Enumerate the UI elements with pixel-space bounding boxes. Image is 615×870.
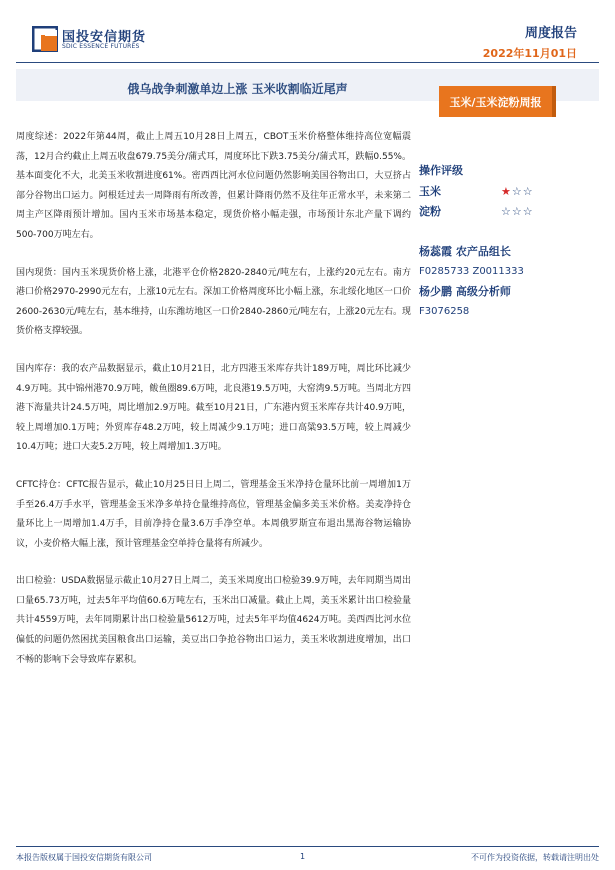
rating-name: 玉米 — [419, 185, 441, 198]
report-body — [16, 128, 411, 670]
report-category-tag — [439, 86, 556, 117]
sdic-logo-icon — [32, 26, 58, 52]
rating-stars — [501, 202, 534, 222]
paragraph-export-inspection: 出口检验：USDA数据显示截止10月27日上周二，美玉米周度出口检验39.9万吨，去年同期当周出口量65.73万吨，过去5年平均值60.6万吨左右，玉米出口减量。截止上周，美玉米累计出口检验量共计4559万吨，去年同期累计出口检验量5612万吨，过去5年平均值4624万吨。美西西比河水位偏低的问题仍然困扰美国粮食出口运输，美豆出口争抢谷物出口运力，美玉米收割进度增加，出口不畅的影响下会导致库存累积。 — [16, 576, 411, 665]
brand-name: 国投安信期货 — [62, 30, 147, 45]
analyst-id-1: F0285733 Z0011333 — [419, 266, 524, 277]
rating-stars — [501, 182, 534, 202]
rating-row-starch — [419, 202, 599, 222]
analyst-name-1: 杨蕊霞 农产品组长 — [419, 245, 511, 258]
rating-row-corn — [419, 182, 599, 202]
analyst-id-2: F3076258 — [419, 306, 470, 317]
footer-copyright: 本报告版权属于国投安信期货有限公司 — [16, 853, 152, 862]
paragraph-cftc-positions: CFTC持仓：CFTC报告显示，截止10月25日日上周二，管理基金玉米净持仓量环比前一周增加1万手至26.4万手水平，管理基金玉米净多单持仓量维持高位，管理基金偏多美玉米价格。美麦净持仓量环比上一周增加1.4万手，目前净持仓量3.6万手净空单。本周俄罗斯宣布退出黑海谷物运输协议，小麦价格大幅上涨，预计管理基金空单持仓量将有所减少。 — [16, 479, 411, 549]
star-filled-icon: ★ — [501, 185, 512, 198]
page-number: 1 — [300, 852, 306, 861]
rating-title: 操作评级 — [419, 164, 463, 177]
paragraph-domestic-inventory: 国内库存：我的农产品数据显示，截止10月21日，北方四港玉米库存共计189万吨，周比环比减少4.9万吨。其中锦州港70.9万吨，鲅鱼圈89.6万吨，北良港19.5万吨，大窑湾9.5万吨。当周北方四港下海量共计24.5万吨，周比增加2.9万吨。截至10月21日，广东港内贸玉米库存共计40.9万吨，较上周增加0.1万吨；外贸库存48.2万吨，较上周减少9.1万吨；进口高粱93.5万吨，较上周减少10.4万吨；进口大麦5.2万吨，较上周增加1.3万吨。 — [16, 363, 411, 453]
star-empty-icon: ☆☆☆ — [501, 205, 534, 218]
brand-name-en: SDIC ESSENCE FUTURES — [62, 43, 140, 50]
report-title: 俄乌战争刺激单边上涨 玉米收割临近尾声 — [127, 82, 348, 96]
report-date: 2022年11月01日 — [482, 47, 577, 60]
paragraph-weekly-summary: 周度综述：2022年第44周，截止上周五10月28日上周五，CBOT玉米价格整体维持高位宽幅震荡，12月合约截止上周五收盘679.75美分/蒲式耳，周度环比下跌3.75美分/蒲式耳，跌幅0.55%。基本面变化不大，北美玉米收割进度61%。密西西比河水位问题仍然影响美国谷物出口，大豆挤占部分谷物出口运力。阿根廷过去一周降雨有所改善，但累计降雨仍然不及往年正常水平，未来第二周主产区降雨预计增加。国内玉米市场基本稳定，现货价格小幅走强，市场预计东北产量下调约500-700万吨左右。 — [16, 132, 411, 240]
report-sidebar — [419, 160, 599, 322]
footer-divider — [16, 846, 599, 847]
rating-name: 淀粉 — [419, 205, 441, 218]
analyst-name-2: 杨少鹏 高级分析师 — [419, 285, 511, 298]
star-empty-icon: ☆☆ — [511, 185, 534, 198]
report-category-label: 玉米/玉米淀粉周报 — [449, 96, 542, 109]
header-divider — [16, 62, 599, 63]
footer-disclaimer: 不可作为投资依据，转载请注明出处 — [471, 853, 599, 862]
report-header — [0, 0, 615, 60]
paragraph-domestic-spot: 国内现货：国内玉米现货价格上涨，北港平仓价格2820-2840元/吨左右，上涨约20元左右。南方港口价格2970-2990元左右，上涨10元左右。深加工价格周度环比小幅上涨，东北绥化地区一口价2600-2630元/吨左右，基本维持，山东潍坊地区一口价2840-2860元/吨左右，上涨20元左右。现货价格支撑较强。 — [16, 267, 411, 337]
report-type: 周度报告 — [524, 26, 577, 41]
